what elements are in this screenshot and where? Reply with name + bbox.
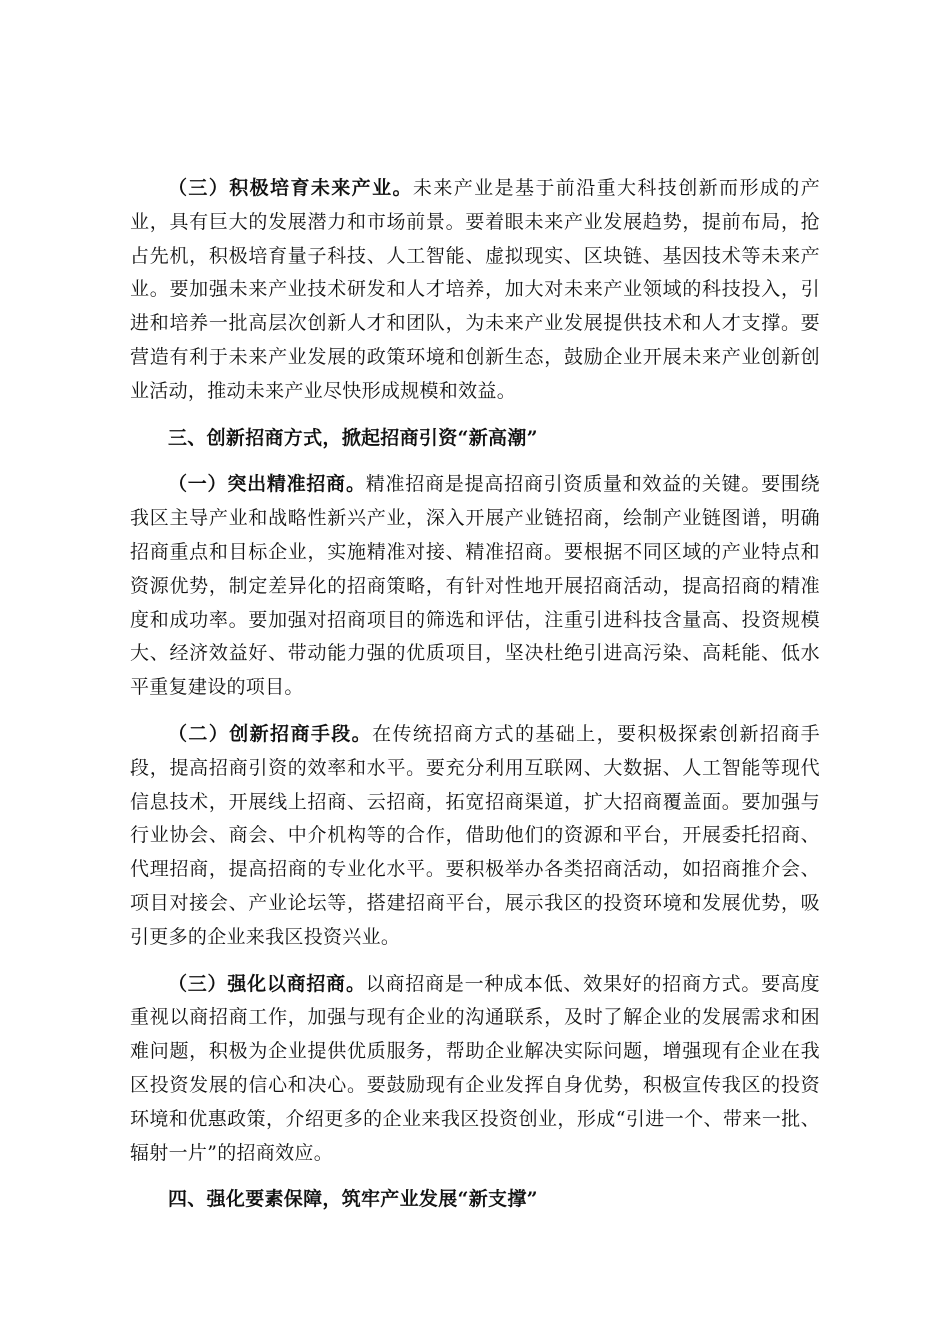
- paragraph-lead: （三）强化以商招商。: [168, 972, 366, 995]
- paragraph-text: 精准招商是提高招商引资质量和效益的关键。要围绕我区主导产业和战略性新兴产业，深入开展产业链招商，绘制产业链图谱，明确招商重点和目标企业，实施精准对接、精准招商。要根据不同区域的产业特点和资源优势，制定差异化的招商策略，有针对性地开展招商活动，提高招商的精准度和成功率。要加强对招商项目的筛选和评估，注重引进科技含量高、投资规模大、经济效益好、带动能力强的优质项目，坚决杜绝引进高污染、高耗能、低水平重复建设的项目。: [130, 473, 820, 699]
- paragraph-lead: （二）创新招商手段。: [168, 722, 373, 745]
- paragraph-innovative-means: [130, 718, 820, 955]
- paragraph-business-attraction: [130, 968, 820, 1171]
- paragraph-lead: （一）突出精准招商。: [168, 473, 366, 496]
- paragraph-text: 以商招商是一种成本低、效果好的招商方式。要高度重视以商招商工作，加强与现有企业的沟通联系，及时了解企业的发展需求和困难问题，积极为企业提供优质服务，帮助企业解决实际问题，增强现有企业在我区投资发展的信心和决心。要鼓励现有企业发挥自身优势，积极宣传我区的投资环境和优惠政策，介绍更多的企业来我区投资创业，形成“引进一个、带来一批、辐射一片”的招商效应。: [130, 972, 820, 1164]
- paragraph-lead: （三）积极培育未来产业。: [168, 177, 413, 199]
- document-body: [130, 172, 820, 1230]
- paragraph-future-industries: [130, 172, 820, 409]
- section-heading-investment: 三、创新招商方式，掀起招商引资“新高潮”: [168, 426, 538, 449]
- paragraph-text: 在传统招商方式的基础上，要积极探索创新招商手段，提高招商引资的效率和水平。要充分利用互联网、大数据、人工智能等现代信息技术，开展线上招商、云招商，拓宽招商渠道，扩大招商覆盖面。要加强与行业协会、商会、中介机构等的合作，借助他们的资源和平台，开展委托招商、代理招商，提高招商的专业化水平。要积极举办各类招商活动，如招商推介会、项目对接会、产业论坛等，搭建招商平台，展示我区的投资环境和发展优势，吸引更多的企业来我区投资兴业。: [130, 722, 820, 948]
- section-heading-factor-support: 四、强化要素保障，筑牢产业发展“新支撑”: [168, 1188, 538, 1211]
- paragraph-precise-investment: [130, 468, 820, 705]
- paragraph-text: 未来产业是基于前沿重大科技创新而形成的产业，具有巨大的发展潜力和市场前景。要着眼未来产业发展趋势，提前布局，抢占先机，积极培育量子科技、人工智能、虚拟现实、区块链、基因技术等未来产业。要加强未来产业技术研发和人才培养，加大对未来产业领域的科技投入，引进和培养一批高层次创新人才和团队，为未来产业发展提供技术和人才支撑。要营造有利于未来产业发展的政策环境和创新生态，鼓励企业开展未来产业创新创业活动，推动未来产业尽快形成规模和效益。: [130, 177, 820, 402]
